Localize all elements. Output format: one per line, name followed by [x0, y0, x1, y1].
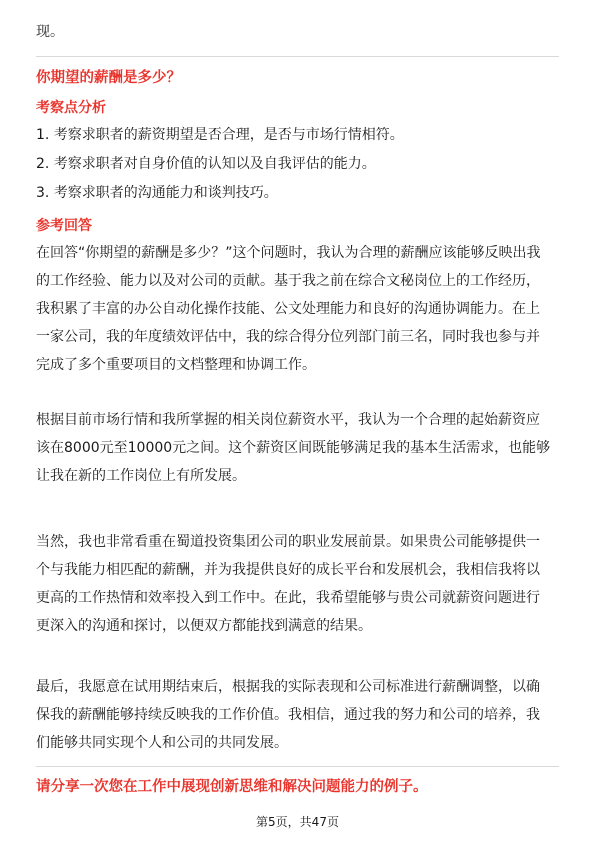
paragraph-line: 最后，我愿意在试用期结束后，根据我的实际表现和公司标准进行薪酬调整，以确 — [36, 679, 540, 695]
paragraph-line: 个与我能力相匹配的薪酬，并为我提供良好的成长平台和发展机会，我相信我将以 — [36, 562, 540, 578]
section-divider — [36, 766, 559, 767]
page-number: 第5页，共47页 — [256, 815, 339, 829]
analysis-item: 1. 考察求职者的薪资期望是否合理，是否与市场行情相符。 — [36, 127, 404, 143]
paragraph-line: 该在8000元至10000元之间。这个薪资区间既能够满足我的基本生活需求，也能够 — [36, 440, 551, 456]
paragraph-line: 更高的工作热情和效率投入到工作中。在此，我希望能够与贵公司就薪资问题进行 — [36, 590, 540, 606]
analysis-item: 2. 考察求职者对自身价值的认知以及自我评估的能力。 — [36, 156, 376, 172]
answer-heading: 参考回答 — [36, 218, 92, 234]
question-title: 你期望的薪酬是多少？ — [36, 70, 181, 86]
paragraph-line: 我积累了丰富的办公自动化操作技能、公文处理能力和良好的沟通协调能力。在上 — [36, 301, 540, 317]
next-question-title: 请分享一次您在工作中展现创新思维和解决问题能力的例子。 — [36, 779, 428, 795]
paragraph-line: 的工作经验、能力以及对公司的贡献。基于我之前在综合文秘岗位上的工作经历， — [36, 273, 540, 289]
paragraph-line: 根据目前市场行情和我所掌握的相关岗位薪资水平，我认为一个合理的起始薪资应 — [36, 412, 540, 428]
paragraph-line: 让我在新的工作岗位上有所发展。 — [36, 468, 246, 484]
section-divider — [36, 56, 559, 57]
paragraph-line: 更深入的沟通和探讨，以便双方都能找到满意的结果。 — [36, 618, 372, 634]
paragraph-line: 当然，我也非常看重在蜀道投资集团公司的职业发展前景。如果贵公司能够提供一 — [36, 534, 540, 550]
paragraph-line: 在回答“你期望的薪酬是多少？”这个问题时，我认为合理的薪酬应该能够反映出我 — [36, 245, 541, 261]
previous-answer-tail: 现。 — [36, 24, 64, 40]
paragraph-line: 完成了多个重要项目的文档整理和协调工作。 — [36, 357, 316, 373]
paragraph-line: 保我的薪酬能够持续反映我的工作价值。我相信，通过我的努力和公司的培养，我 — [36, 707, 540, 723]
paragraph-line: 一家公司，我的年度绩效评估中，我的综合得分位列部门前三名，同时我也参与并 — [36, 329, 540, 345]
analysis-item: 3. 考察求职者的沟通能力和谈判技巧。 — [36, 185, 278, 201]
paragraph-line: 们能够共同实现个人和公司的共同发展。 — [36, 735, 288, 751]
analysis-heading: 考察点分析 — [36, 100, 106, 116]
